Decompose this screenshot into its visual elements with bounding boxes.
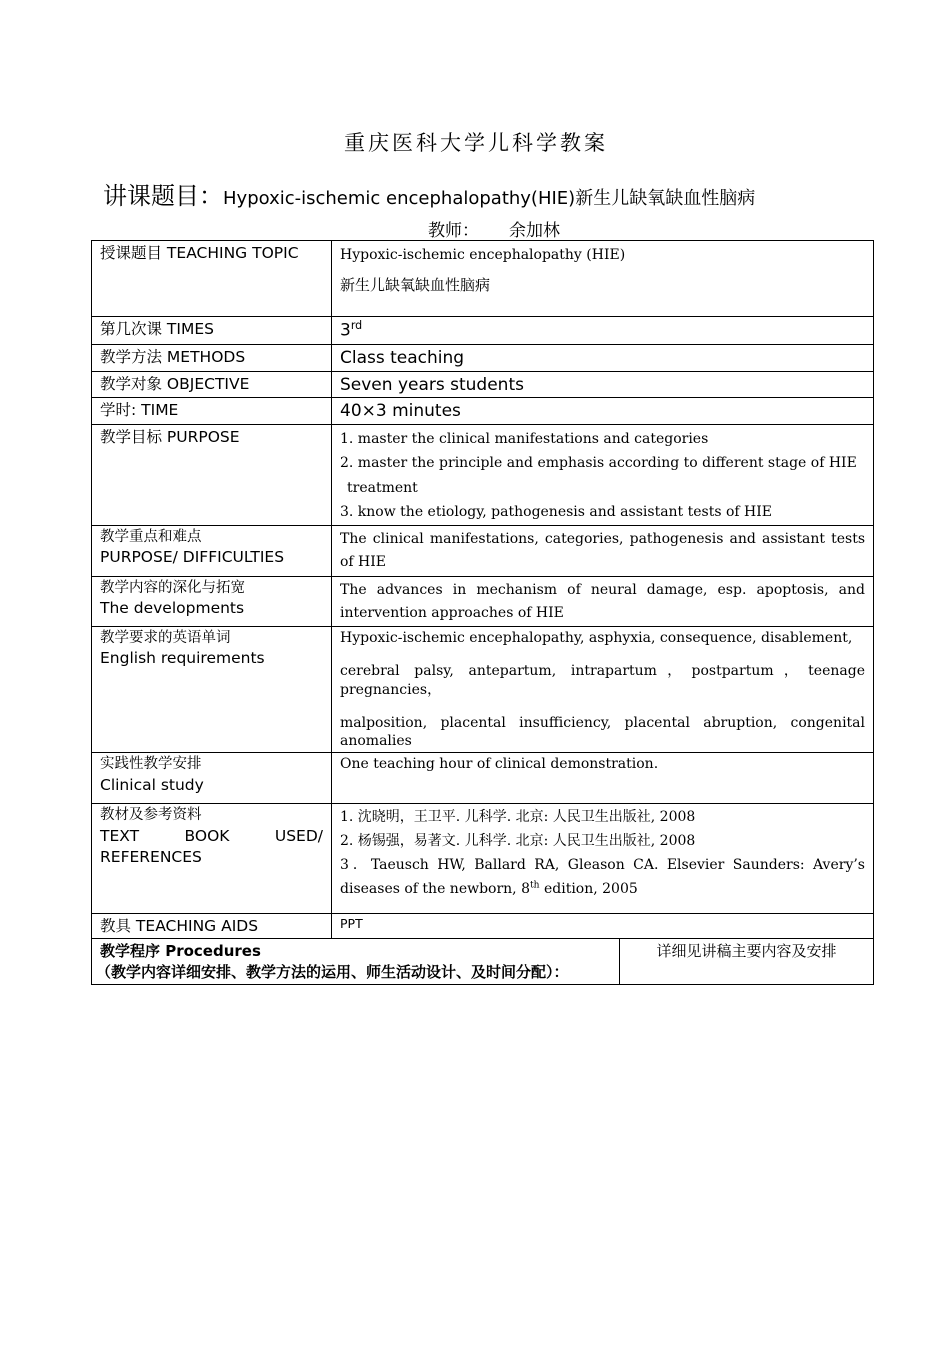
lesson-plan-table <box>91 240 874 985</box>
teaching-aids-value: PPT <box>332 914 874 939</box>
procedures-key: 教学程序 Procedures （教学内容详细安排、教学方法的运用、师生活动设计、及时间分配）： <box>92 939 620 985</box>
references-key: 教材及参考资料 TEXT BOOK USED/ REFERENCES <box>92 804 332 914</box>
row-difficulties <box>92 525 874 576</box>
reference-item: 2. 杨锡强，易著文. 儿科学. 北京: 人民卫生出版社, 2008 <box>340 833 696 850</box>
row-references <box>92 804 874 914</box>
teaching-topic-en: Hypoxic-ischemic encephalopathy (HIE) <box>340 247 626 263</box>
row-purpose <box>92 425 874 525</box>
lecture-topic <box>103 176 755 211</box>
purpose-value <box>332 425 874 525</box>
purpose-item: 2. master the principle and emphasis according to different stage of HIE <box>340 455 857 472</box>
page-title: 重庆医科大学儿科学教案 <box>344 131 608 155</box>
row-english-requirements <box>92 626 874 752</box>
teacher-label: 教师： <box>428 221 479 241</box>
reference-item: 1. 沈晓明，王卫平. 儿科学. 北京: 人民卫生出版社, 2008 <box>340 809 696 826</box>
row-methods <box>92 344 874 371</box>
references-value <box>332 804 874 914</box>
objective-key: 教学对象 OBJECTIVE <box>92 371 332 398</box>
times-key: 第几次课 TIMES <box>92 317 332 345</box>
row-objective <box>92 371 874 398</box>
row-developments <box>92 576 874 626</box>
row-procedures <box>92 939 874 985</box>
lecture-topic-label: 讲课题目： <box>103 182 223 210</box>
times-value: 3rd <box>332 317 874 345</box>
difficulties-key: 教学重点和难点 PURPOSE/ DIFFICULTIES <box>92 525 332 576</box>
row-teaching-topic <box>92 241 874 317</box>
teaching-topic-value <box>332 241 874 317</box>
purpose-item: 3. know the etiology, pathogenesis and assistant tests of HIE <box>340 503 773 520</box>
english-key: 教学要求的英语单词 English requirements <box>92 626 332 752</box>
developments-key: 教学内容的深化与拓宽 The developments <box>92 576 332 626</box>
time-value: 40×3 minutes <box>332 398 874 425</box>
teaching-aids-key: 教具 TEACHING AIDS <box>92 914 332 939</box>
row-time <box>92 398 874 425</box>
methods-key: 教学方法 METHODS <box>92 344 332 371</box>
reference-item: 3．Taeusch HW, Ballard RA, Gleason CA. Elsevier Saunders: Avery’s diseases of the newborn, 8th edition, 2005 <box>340 856 865 897</box>
row-clinical-study <box>92 753 874 804</box>
objective-value: Seven years students <box>332 371 874 398</box>
row-times <box>92 317 874 345</box>
time-key: 学时: TIME <box>92 398 332 425</box>
purpose-item: treatment <box>347 479 418 496</box>
teacher-line <box>428 216 560 241</box>
developments-value: The advances in mechanism of neural damage, esp. apoptosis, and intervention approaches of HIE <box>332 576 874 626</box>
purpose-item: 1. master the clinical manifestations and categories <box>340 431 709 448</box>
purpose-key: 教学目标 PURPOSE <box>92 425 332 525</box>
teaching-topic-cn: 新生儿缺氧缺血性脑病 <box>340 275 491 294</box>
lecture-topic-value: Hypoxic-ischemic encephalopathy(HIE)新生儿缺氧缺血性脑病 <box>223 188 756 209</box>
clinical-key: 实践性教学安排 Clinical study <box>92 753 332 804</box>
procedures-value: 详细见讲稿主要内容及安排 <box>620 939 874 985</box>
difficulties-value: The clinical manifestations, categories, pathogenesis and assistant tests of HIE <box>332 525 874 576</box>
english-value: Hypoxic-ischemic encephalopathy, asphyxia, consequence, disablement, cerebral palsy, antepartum, intrapartum，postpartum，teenage pregnancies， malposition, placental insufficiency, placental abruption, congenital anomalies <box>332 626 874 752</box>
clinical-value: One teaching hour of clinical demonstration. <box>332 753 874 804</box>
teacher-name: 余加林 <box>509 221 560 241</box>
row-teaching-aids <box>92 914 874 939</box>
methods-value: Class teaching <box>332 344 874 371</box>
teaching-topic-key: 授课题目 TEACHING TOPIC <box>92 241 332 317</box>
